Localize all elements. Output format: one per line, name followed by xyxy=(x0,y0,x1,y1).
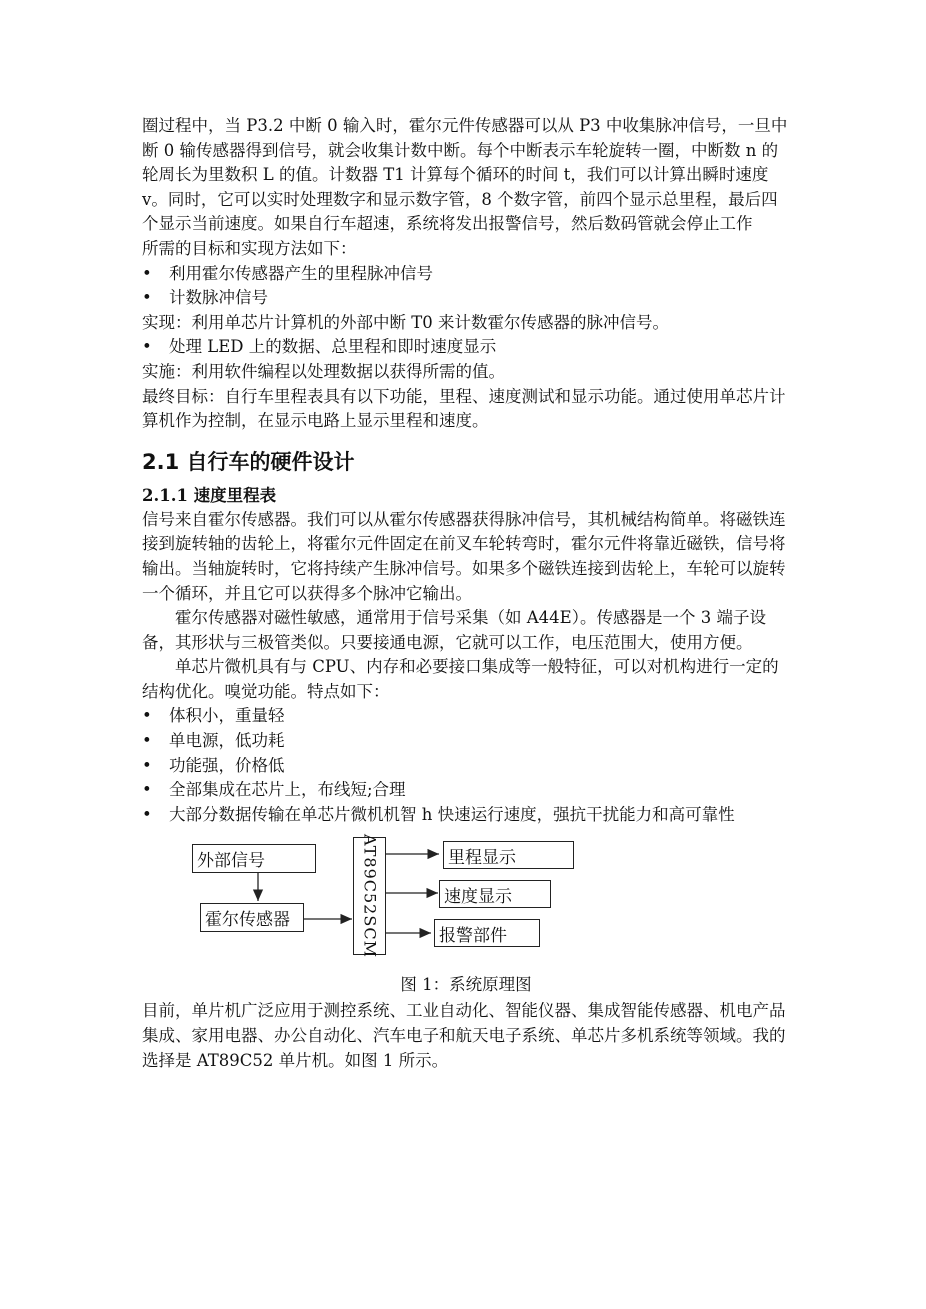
system-diagram xyxy=(142,834,790,967)
bullet-icon: • xyxy=(142,804,152,824)
mileage-display-box xyxy=(443,841,574,869)
bullet-text: 利用霍尔传感器产生的里程脉冲信号 xyxy=(169,263,433,283)
mcu-paragraph: 单芯片微机具有与 CPU、内存和必要接口集成等一般特征，可以对机构进行一定的结构优化。嗅觉功能。特点如下： xyxy=(142,657,779,701)
bullet-text: 大部分数据传输在单芯片微机机智 h 快速运行速度，强抗干扰能力和高可靠性 xyxy=(169,804,735,824)
hall-paragraph: 霍尔传感器对磁性敏感，通常用于信号采集（如 A44E）。传感器是一个 3 端子设备，其形状与三极管类似。只要接通电源，它就可以工作，电压范围大，使用方便。 xyxy=(142,608,766,652)
hall-sensor-box xyxy=(200,903,304,932)
document-page xyxy=(142,114,790,1073)
bullet-icon: • xyxy=(142,706,152,726)
speed-display-box xyxy=(439,880,551,908)
bullet-icon: • xyxy=(142,755,152,775)
alarm-unit-box xyxy=(434,919,540,947)
figure-caption: 图 1：系统原理图 xyxy=(400,975,532,995)
intro-paragraph: 圈过程中，当 P3.2 中断 0 输入时，霍尔元件传感器可以从 P3 中收集脉冲信号，一旦中断 0 输传感器得到信号，就会收集计数中断。每个中断表示车轮旋转一圈，中断数 n 的轮周长为里数积 L 的值。计数器 T1 计算每个循环的时间 t，我们可以计算出瞬时速度 v。同时，它可以实时处理数字和显示数字管，8 个数字管，前四个显示总里程，最后四个显示当前速度。如果自行车超速，系统将发出报警信号，然后数码管就会停止工作 xyxy=(142,116,788,234)
subsection-heading: 2.1.1 速度里程表 xyxy=(142,485,277,505)
section-heading: 2.1 自行车的硬件设计 xyxy=(142,449,355,474)
bullet-icon: • xyxy=(142,780,152,800)
alarm-unit-label: 报警部件 xyxy=(439,925,507,946)
list-item xyxy=(142,262,790,287)
list-item xyxy=(142,803,790,828)
list-item xyxy=(142,286,790,311)
final-paragraph: 目前，单片机广泛应用于测控系统、工业自动化、智能仪器、集成智能传感器、机电产品集成、家用电器、办公自动化、汽车电子和航天电子系统、单芯片多机系统等领域。我的选择是 AT89C52 单片机。如图 1 所示。 xyxy=(142,1001,786,1070)
mcu-chip-box xyxy=(353,834,386,959)
bullet-icon: • xyxy=(142,288,152,308)
implementation-2: 实施：利用软件编程以处理数据以获得所需的值。 xyxy=(142,361,505,381)
bullet-text: 计数脉冲信号 xyxy=(169,288,268,308)
final-goal: 最终目标：自行车里程表具有以下功能，里程、速度测试和显示功能。通过使用单芯片计算机作为控制，在显示电路上显示里程和速度。 xyxy=(142,386,786,431)
list-item xyxy=(142,335,790,360)
bullet-text: 全部集成在芯片上，布线短;合理 xyxy=(169,780,406,800)
signal-paragraph: 信号来自霍尔传感器。我们可以从霍尔传感器获得脉冲信号，其机械结构简单。将磁铁连接到旋转轴的齿轮上，将霍尔元件固定在前叉车轮转弯时，霍尔元件将靠近磁铁，信号将输出。当轴旋转时，它将持续产生脉冲信号。如果多个磁铁连接到齿轮上，车轮可以旋转一个循环，并且它可以获得多个脉冲它输出。 xyxy=(142,509,786,603)
list-item xyxy=(142,729,790,754)
bullet-text: 单电源，低功耗 xyxy=(169,731,285,751)
bullet-text: 体积小，重量轻 xyxy=(169,706,285,726)
mcu-label: AT89C52SCM xyxy=(360,834,379,959)
external-signal-label: 外部信号 xyxy=(197,851,265,872)
bullet-icon: • xyxy=(142,263,152,283)
list-item xyxy=(142,778,790,803)
list-item xyxy=(142,704,790,729)
goals-intro: 所需的目标和实现方法如下： xyxy=(142,238,357,258)
bullet-text: 处理 LED 上的数据、总里程和即时速度显示 xyxy=(169,337,497,357)
bullet-icon: • xyxy=(142,731,152,751)
hall-sensor-label: 霍尔传感器 xyxy=(205,910,290,931)
bullet-icon: • xyxy=(142,337,152,357)
mileage-display-label: 里程显示 xyxy=(448,847,516,868)
external-signal-box xyxy=(192,844,316,873)
list-item xyxy=(142,754,790,779)
implementation-1: 实现：利用单芯片计算机的外部中断 T0 来计数霍尔传感器的脉冲信号。 xyxy=(142,312,669,332)
speed-display-label: 速度显示 xyxy=(444,886,512,907)
bullet-text: 功能强，价格低 xyxy=(169,755,285,775)
